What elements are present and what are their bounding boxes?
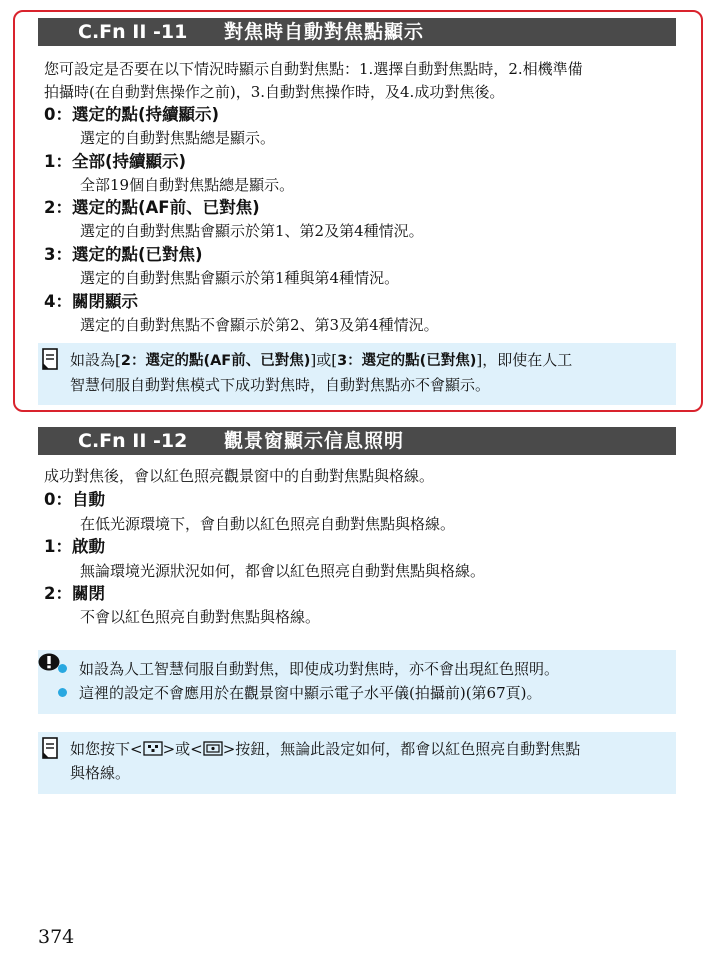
bullet-icon	[58, 664, 67, 673]
note-text: 如設為[2：選定的點(AF前、已對焦)]或[3：選定的點(已對焦)]，即使在人工 智慧伺服自動對焦模式下成功對焦時，自動對焦點亦不會顯示。	[70, 351, 573, 394]
option-label: 1：全部(持續顯示)	[44, 152, 187, 171]
option-desc: 不會以紅色照亮自動對焦點與格線。	[80, 608, 321, 626]
option-label: 4：關閉顯示	[44, 292, 138, 311]
option-label: 2：選定的點(AF前、已對焦)	[44, 198, 260, 217]
option-label: 2：關閉	[44, 584, 105, 603]
caution-item: 這裡的設定不會應用於在觀景窗中顯示電子水平儀(拍攝前)(第67頁)。	[58, 682, 542, 704]
option-desc: 選定的自動對焦點會顯示於第1種與第4種情況。	[80, 269, 400, 287]
option-desc: 在低光源環境下，會自動以紅色照亮自動對焦點與格線。	[80, 515, 456, 533]
option-desc: 無論環境光源狀況如何，都會以紅色照亮自動對焦點與格線。	[80, 562, 486, 580]
af-point-selection-button-icon	[143, 741, 163, 756]
note-icon	[42, 348, 58, 370]
section-12-header	[38, 427, 676, 455]
option-label: 0：自動	[44, 490, 105, 509]
section-12-title: 觀景窗顯示信息照明	[224, 430, 405, 452]
option-desc: 選定的自動對焦點總是顯示。	[80, 129, 276, 147]
note-text: 如您按下< >或< >按鈕，無論此設定如何，都會以紅色照亮自動對焦點 與格線。	[70, 740, 581, 782]
option-desc: 全部19個自動對焦點總是顯示。	[80, 176, 295, 194]
caution-item: 如設為人工智慧伺服自動對焦，即使成功對焦時，亦不會出現紅色照明。	[58, 658, 559, 680]
section-11-header	[38, 18, 676, 46]
section-11-intro	[44, 58, 684, 104]
option-label: 0：選定的點(持續顯示)	[44, 105, 220, 124]
caution-icon	[38, 653, 60, 671]
intro-line-2: 拍攝時(在自動對焦操作之前)，3.自動對焦操作時，及4.成功對焦後。	[44, 83, 505, 101]
option-label: 3：選定的點(已對焦)	[44, 245, 203, 264]
caution-box	[38, 650, 676, 714]
section-12-code: C.Fn II -12	[78, 430, 188, 452]
option-desc: 選定的自動對焦點不會顯示於第2、第3及第4種情況。	[80, 316, 439, 334]
section-11-note	[38, 343, 676, 405]
section-11-code: C.Fn II -11	[78, 21, 188, 43]
option-label: 1：啟動	[44, 537, 105, 556]
note-icon	[42, 737, 58, 759]
metering-mode-button-icon	[203, 741, 223, 756]
page-number: 374	[38, 926, 75, 948]
section-12-note	[38, 732, 676, 794]
section-11-title: 對焦時自動對焦點顯示	[224, 21, 425, 43]
section-12-intro: 成功對焦後，會以紅色照亮觀景窗中的自動對焦點與格線。	[44, 467, 435, 485]
intro-line-1: 您可設定是否要在以下情況時顯示自動對焦點：1.選擇自動對焦點時，2.相機準備	[44, 60, 583, 78]
bullet-icon	[58, 688, 67, 697]
option-desc: 選定的自動對焦點會顯示於第1、第2及第4種情況。	[80, 222, 424, 240]
